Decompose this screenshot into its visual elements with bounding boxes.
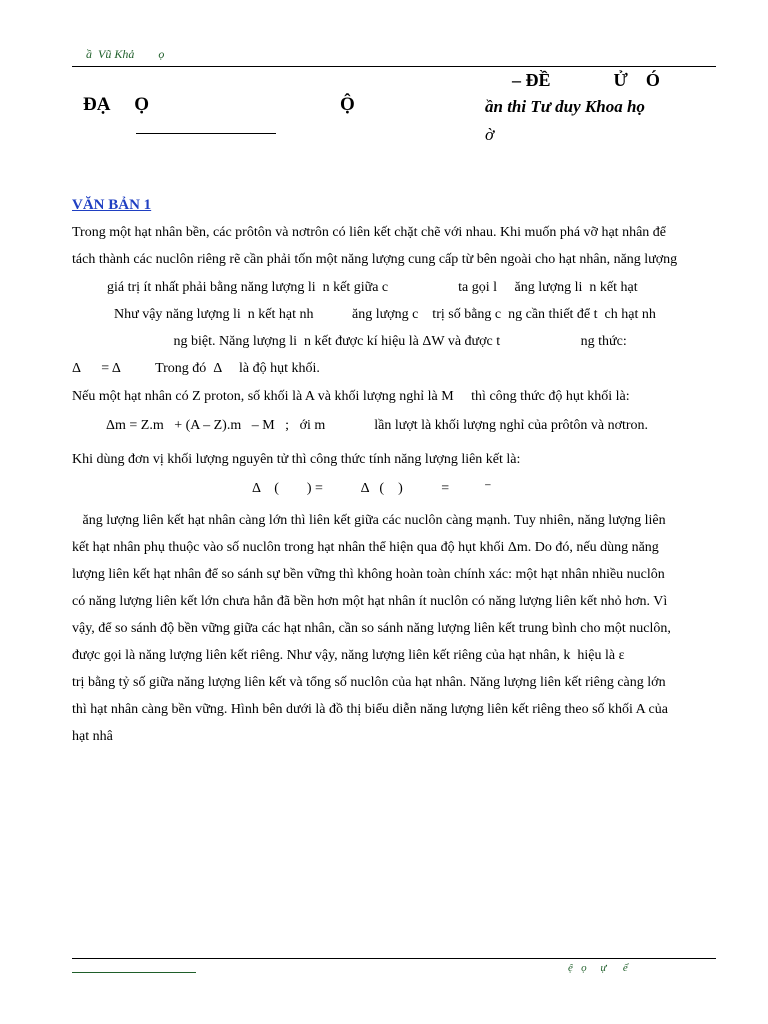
section-title: VĂN BẢN 1 [72,197,152,213]
paragraph-line: Trong một hạt nhân bền, các prôtôn và nơtrôn có liên kết chặt chẽ với nhau. Khi muốn phá vỡ hạt nhân để [72,225,666,240]
paragraph-line: Nếu một hạt nhân có Z proton, số khối là A và khối lượng nghỉ là M thì công thức độ hụt khối là: [72,389,630,404]
paragraph-line: giá trị ít nhất phải bằng năng lượng li n kết giữa c ta gọi l ăng lượng li n kết hạt [72,280,638,295]
footer-text: ệ ọ ự ể [568,962,628,974]
paragraph-line: ăng lượng liên kết hạt nhân càng lớn thì liên kết giữa các nuclôn càng mạnh. Tuy nhiên, năng lượng liên [72,513,666,528]
paragraph-line: Δ = Δ Trong đó Δ là độ hụt khối. [72,361,320,376]
title-left: ĐẠ Ọ [83,94,149,115]
title-right-line2: ần thi Tư duy Khoa họ [485,97,645,116]
paragraph-line: trị bằng tỷ số giữa năng lượng liên kết và tổng số nuclôn của hạt nhân. Năng lượng liên kết riêng càng lớn [72,675,666,690]
paragraph-line: tách thành các nuclôn riêng rẽ cần phải tốn một năng lượng cung cấp từ bên ngoài cho hạt nhân, năng lượng [72,252,678,267]
mass-defect-formula: Δm = Z.m + (A – Z).m – M ; ới m lần lượt là khối lượng nghỉ của prôtôn và nơtron. [106,418,649,433]
paragraph-line: Khi dùng đơn vị khối lượng nguyên tử thì công thức tính năng lượng liên kết là: [72,452,521,467]
paragraph-line: thì hạt nhân càng bền vững. Hình bên dưới là đồ thị biểu diễn năng lượng liên kết riêng theo số khối A của [72,702,668,717]
paragraph-line: lượng liên kết hạt nhân để so sánh sự bền vững thì không hoàn toàn chính xác: một hạt nhân nhiều nuclôn [72,567,665,582]
title-middle: Ộ [340,94,355,115]
paragraph-line: được gọi là năng lượng liên kết riêng. Như vậy, năng lượng liên kết riêng của hạt nhân, k hiệu là ε [72,648,625,663]
paragraph-line: ng biệt. Năng lượng li n kết được kí hiệu là ΔW và được t ng thức: [72,334,627,349]
title-underline [136,133,276,134]
footer-divider [72,958,716,959]
title-right-line1: – ĐỀ Ử Ó [512,70,660,90]
paragraph-line: vậy, để so sánh độ bền vững giữa các hạt nhân, cần so sánh năng lượng liên kết trung bình cho một nuclôn, [72,621,671,636]
header-divider [72,66,716,67]
paragraph-line: Như vậy năng lượng li n kết hạt nh ăng lượng c trị số bằng c ng cần thiết để t ch hạt nh [72,307,656,322]
footer-underline [72,972,196,973]
paragraph-line: kết hạt nhân phụ thuộc vào số nuclôn trong hạt nhân thể hiện qua độ hụt khối Δm. Do đó, nếu dùng năng [72,540,659,555]
paragraph-line: có năng lượng liên kết lớn chưa hẳn đã bền hơn một hạt nhân ít nuclôn có năng lượng liên kết nhỏ hơn. Vì [72,594,668,609]
title-right-line3: ờ [485,125,495,144]
header-author-text: ầ Vũ Khả ọ [86,47,165,61]
binding-energy-formula: Δ ( ) = Δ ( ) = ⁻ [252,481,492,496]
paragraph-line: hạt nhâ [72,729,113,744]
